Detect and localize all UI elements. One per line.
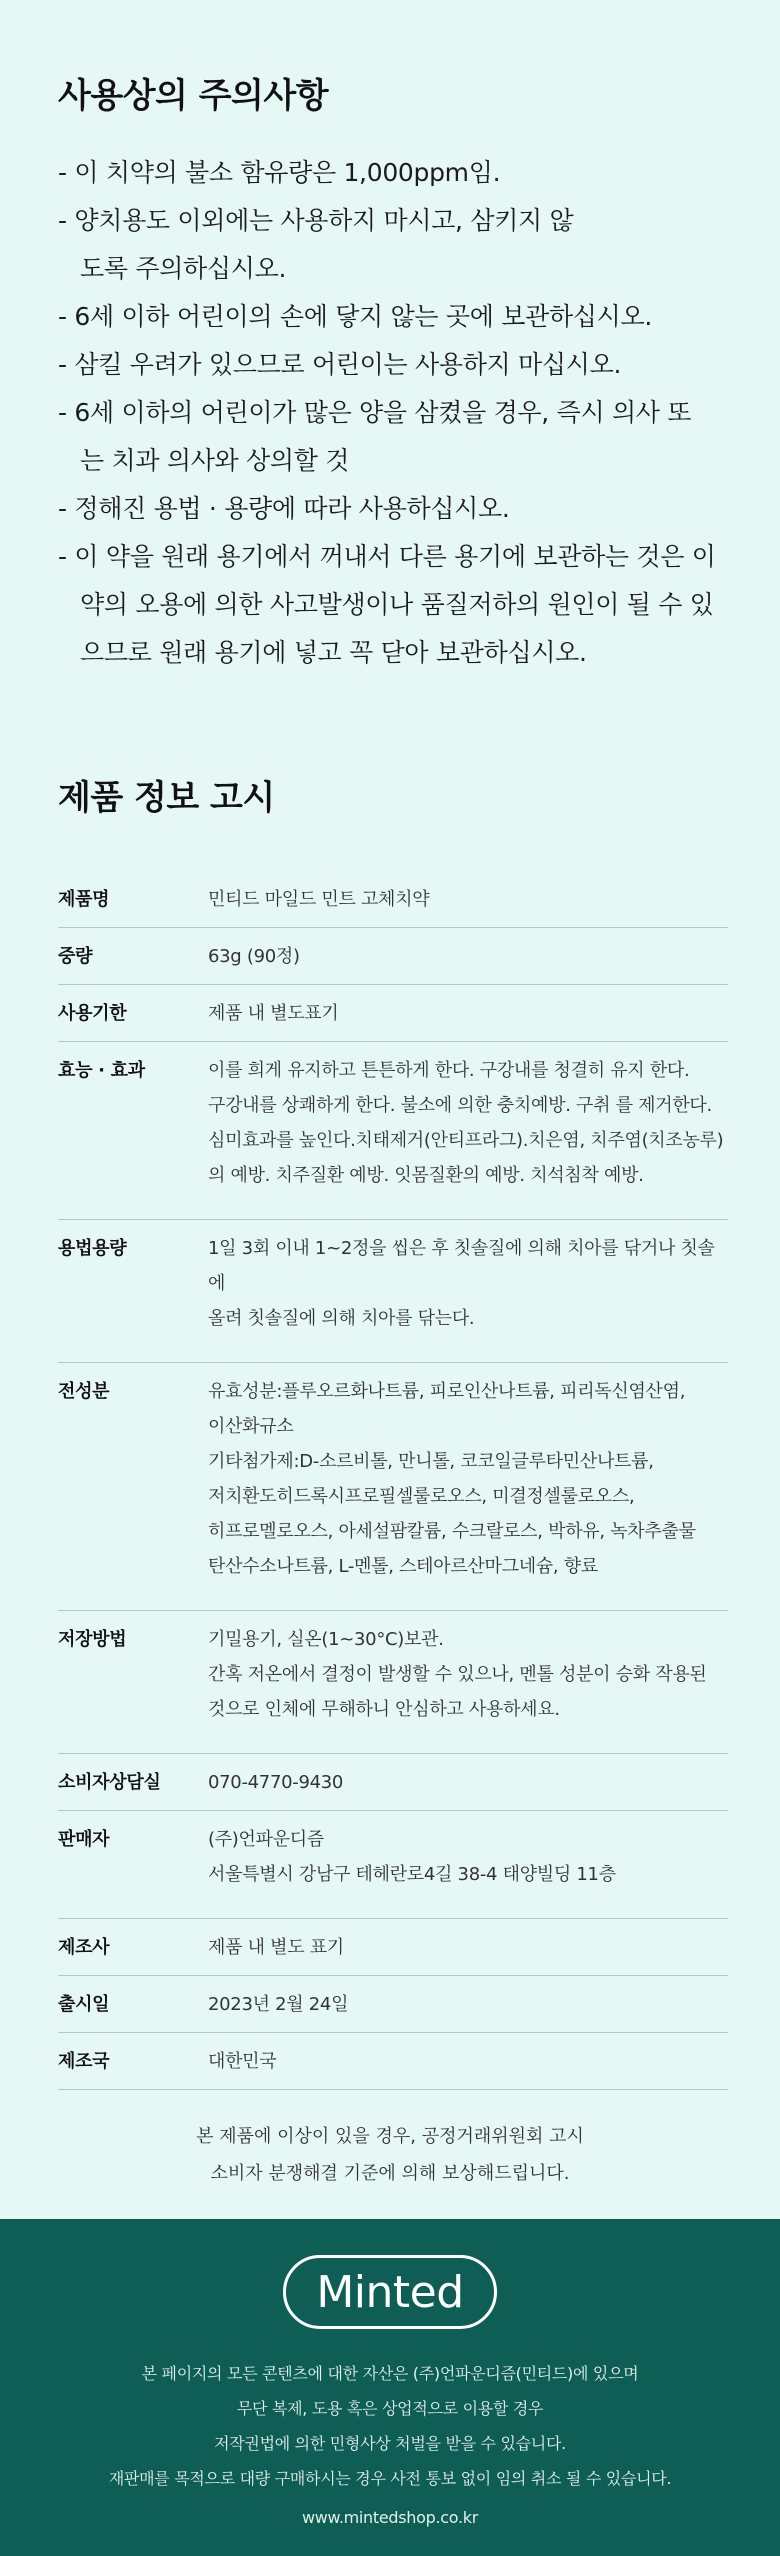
info-value-line: 대한민국 — [208, 2051, 277, 2072]
legal-line: 재판매를 목적으로 대량 구매하시는 경우 사전 통보 없이 임의 취소 될 수 있습니다. — [108, 2469, 672, 2488]
product-info-section — [58, 770, 728, 2090]
info-value-line: 2023년 2월 24일 — [208, 1994, 349, 2015]
caution-item: - 삼킬 우려가 있으므로 어린이는 사용하지 마십시오. — [58, 350, 622, 379]
info-value-line: 63g (90정) — [208, 946, 300, 967]
info-label: 제조국 — [58, 2033, 208, 2090]
info-row — [58, 928, 728, 985]
info-value-line: 민티드 마일드 민트 고체치약 — [208, 889, 430, 910]
info-row — [58, 1976, 728, 2033]
info-label: 제품명 — [58, 871, 208, 928]
caution-list — [58, 149, 738, 677]
info-value-line: 히프로멜로오스, 아세설팜칼륨, 수크랄로스, 박하유, 녹차추출물 — [208, 1521, 696, 1542]
minted-logo[interactable] — [283, 2255, 497, 2329]
info-label: 출시일 — [58, 1976, 208, 2033]
compensation-notice — [0, 2118, 780, 2192]
caution-item: - 6세 이하의 어린이가 많은 양을 삼켰을 경우, 즉시 의사 또는 치과 의사와 상의할 것 — [58, 398, 692, 475]
info-value-line: 저치환도히드록시프로필셀룰로오스, 미결정셀룰로오스, — [208, 1486, 635, 1507]
info-value-line: 이를 희게 유지하고 튼튼하게 한다. 구강내를 청결히 유지 한다. — [208, 1060, 690, 1081]
info-value — [208, 871, 728, 928]
info-value-line: 의 예방. 치주질환 예방. 잇몸질환의 예방. 치석침착 예방. — [208, 1165, 644, 1186]
product-info-title: 제품 정보 고시 — [58, 778, 275, 818]
info-value-line: 기타첨가제:D-소르비톨, 만니톨, 코코일글루타민산나트륨, — [208, 1451, 654, 1472]
caution-item: - 양치용도 이외에는 사용하지 마시고, 삼키지 않도록 주의하십시오. — [58, 206, 574, 283]
info-value — [208, 1220, 728, 1363]
info-label: 판매자 — [58, 1811, 208, 1919]
info-value — [208, 1363, 728, 1611]
info-row — [58, 985, 728, 1042]
caution-item: - 6세 이하 어린이의 손에 닿지 않는 곳에 보관하십시오. — [58, 302, 652, 331]
info-label: 효능 · 효과 — [58, 1042, 208, 1220]
info-value — [208, 985, 728, 1042]
info-value-line: 심미효과를 높인다.치태제거(안티프라그).치은염, 치주염(치조농루) — [208, 1130, 724, 1151]
info-row — [58, 2033, 728, 2090]
info-value — [208, 928, 728, 985]
info-label: 전성분 — [58, 1363, 208, 1611]
notice-line: 소비자 분쟁해결 기준에 의해 보상해드립니다. — [210, 2163, 570, 2184]
info-label: 용법용량 — [58, 1220, 208, 1363]
info-value-line: 기밀용기, 실온(1~30°C)보관. — [208, 1629, 444, 1650]
info-value-line: 제품 내 별도 표기 — [208, 1937, 344, 1958]
info-label: 소비자상담실 — [58, 1754, 208, 1811]
info-row — [58, 1919, 728, 1976]
info-row — [58, 1363, 728, 1611]
info-value — [208, 1976, 728, 2033]
info-row — [58, 1611, 728, 1754]
footer — [0, 2219, 780, 2556]
website-link[interactable]: www.mintedshop.co.kr — [301, 2508, 479, 2527]
info-row — [58, 1754, 728, 1811]
info-value-line: 070-4770-9430 — [208, 1772, 344, 1793]
caution-item: - 정해진 용법 · 용량에 따라 사용하십시오. — [58, 494, 510, 523]
logo-text: Minted — [316, 2266, 464, 2318]
info-value-line: 것으로 인체에 무해하니 안심하고 사용하세요. — [208, 1699, 560, 1720]
info-value-line: 제품 내 별도표기 — [208, 1003, 339, 1024]
caution-item: - 이 약을 원래 용기에서 꺼내서 다른 용기에 보관하는 것은 이 약의 오용에 의한 사고발생이나 품질저하의 원인이 될 수 있으므로 원래 용기에 넣고 꼭 닫아 보관하십시오. — [58, 542, 716, 667]
info-label: 저장방법 — [58, 1611, 208, 1754]
legal-line: 저작권법에 의한 민형사상 처벌을 받을 수 있습니다. — [214, 2434, 566, 2453]
info-label: 사용기한 — [58, 985, 208, 1042]
info-value-line: 이산화규소 — [208, 1416, 294, 1437]
info-value-line: (주)언파운디즘 — [208, 1829, 324, 1850]
product-info-table — [58, 871, 728, 2090]
info-value — [208, 2033, 728, 2090]
info-row — [58, 1220, 728, 1363]
info-value-line: 1일 3회 이내 1~2정을 씹은 후 칫솔질에 의해 치아를 닦거나 칫솔에 — [208, 1238, 715, 1294]
info-label: 제조사 — [58, 1919, 208, 1976]
info-value-line: 유효성분:플루오르화나트륨, 피로인산나트륨, 피리독신염산염, — [208, 1381, 686, 1402]
legal-line: 무단 복제, 도용 혹은 상업적으로 이용할 경우 — [236, 2399, 544, 2418]
info-row — [58, 1811, 728, 1919]
info-value-line: 서울특별시 강남구 테헤란로4길 38-4 태양빌딩 11층 — [208, 1864, 616, 1885]
info-value — [208, 1811, 728, 1919]
info-label: 중량 — [58, 928, 208, 985]
info-value — [208, 1042, 728, 1220]
info-row — [58, 871, 728, 928]
caution-section — [58, 68, 738, 677]
info-value — [208, 1754, 728, 1811]
info-value — [208, 1611, 728, 1754]
info-value-line: 올려 칫솔질에 의해 치아를 닦는다. — [208, 1308, 475, 1329]
legal-line: 본 페이지의 모든 콘텐츠에 대한 자산은 (주)언파운디즘(민티드)에 있으며 — [141, 2364, 639, 2383]
caution-item: - 이 치약의 불소 함유량은 1,000ppm임. — [58, 158, 501, 187]
info-value-line: 구강내를 상쾌하게 한다. 불소에 의한 충치예방. 구취 를 제거한다. — [208, 1095, 712, 1116]
info-value-line: 간혹 저온에서 결정이 발생할 수 있으나, 멘톨 성분이 승화 작용된 — [208, 1664, 707, 1685]
notice-line: 본 제품에 이상이 있을 경우, 공정거래위원회 고시 — [196, 2126, 584, 2147]
footer-legal — [0, 2356, 780, 2535]
caution-title: 사용상의 주의사항 — [58, 76, 329, 116]
info-row — [58, 1042, 728, 1220]
info-value — [208, 1919, 728, 1976]
info-value-line: 탄산수소나트륨, L-멘톨, 스테아르산마그네슘, 향료 — [208, 1556, 598, 1577]
